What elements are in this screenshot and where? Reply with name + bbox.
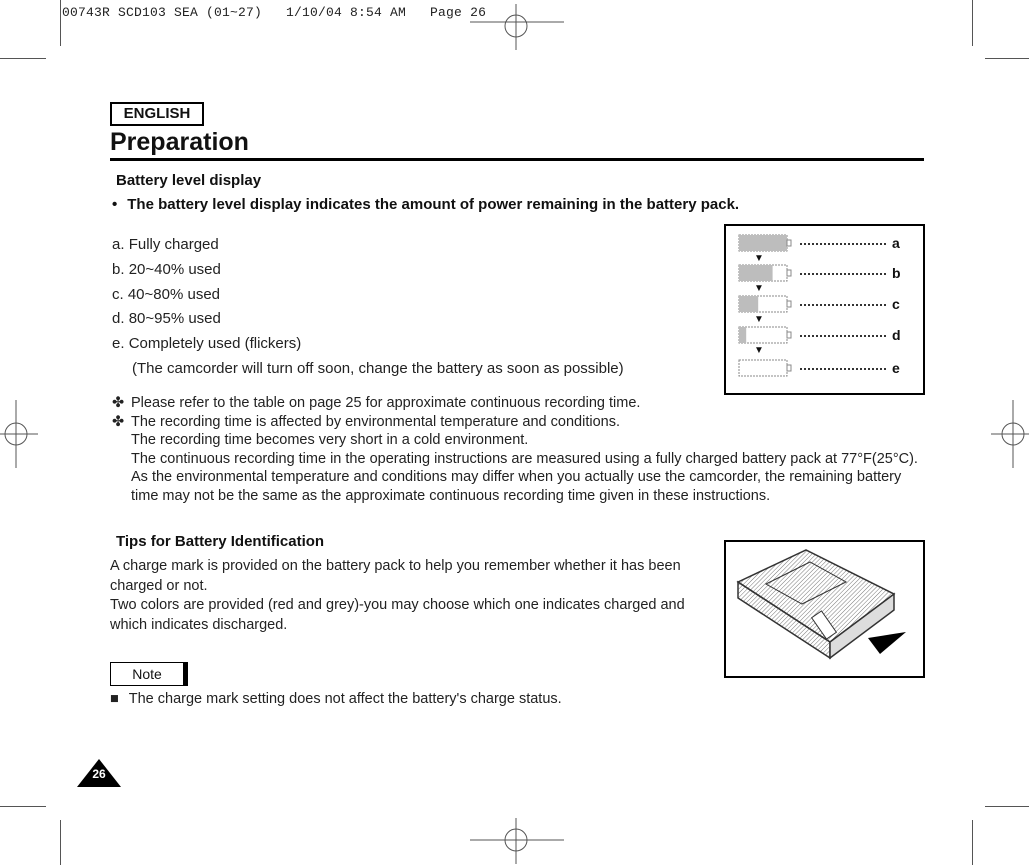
note-label: Note xyxy=(110,662,188,686)
list-item: e. Completely used (flickers) xyxy=(112,335,302,353)
battery-fill xyxy=(739,296,758,312)
battery-level-list xyxy=(112,233,624,382)
battery-notes: ✤ Please refer to the table on page 25 for approximate continuous recording time. ✤ The recording time is affected by environmental temperature and conditions. The recording time becomes very short in a cold environment. The continuous recording time in the operating instructions are measured using a fully charged battery pack at 77°F(25°C). As the environmental temperature and conditions may differ when you actually use the camcorder, the remaining battery time may not be the same as the approximate continuous recording time given in these instructions. xyxy=(112,395,918,504)
battery-lead xyxy=(112,196,739,213)
battery-fill xyxy=(739,327,746,343)
registration-mark-top xyxy=(470,0,566,56)
language-label: ENGLISH xyxy=(110,102,204,126)
square-bullet-icon: ■ xyxy=(110,691,119,707)
figure-letter: a xyxy=(892,235,900,251)
page-number: 26 xyxy=(92,767,106,781)
list-item: c. 40~80% used xyxy=(112,285,221,303)
leader-dots xyxy=(800,273,886,275)
tips-text: A charge mark is provided on the battery pack to help you remember whether it has been charged or not. Two colors are provided (red and grey)-you may choose which one indicates charged and which indicates discharged. xyxy=(110,558,685,633)
print-header: 00743R SCD103 SEA (01~27) 1/10/04 8:54 AM Page 26 xyxy=(62,5,487,20)
figure-letter: e xyxy=(892,360,900,376)
crop-mark xyxy=(60,820,61,865)
leader-dots xyxy=(800,335,886,337)
arrow-down-icon: ▼ xyxy=(754,314,764,325)
battery-icon xyxy=(738,234,794,252)
note-row: ✤ The recording time is affected by environmental temperature and conditions. xyxy=(112,413,620,430)
battery-level-row xyxy=(738,295,900,313)
battery-level-heading: Battery level display xyxy=(116,172,262,189)
list-item: d. 80~95% used xyxy=(112,310,221,328)
battery-pack-figure xyxy=(724,540,925,678)
list-item-sub: (The camcorder will turn off soon, change the battery as soon as possible) xyxy=(132,359,624,377)
figure-letter: d xyxy=(892,327,901,343)
registration-mark-bottom xyxy=(470,818,566,865)
arrow-down-icon: ▼ xyxy=(754,253,764,264)
registration-mark-left xyxy=(0,400,40,470)
title-divider xyxy=(110,158,924,161)
registration-mark-right xyxy=(989,400,1029,470)
list-item: a. Fully charged xyxy=(112,236,219,253)
battery-icon xyxy=(738,326,794,344)
leader-dots xyxy=(800,368,886,370)
crop-mark xyxy=(972,820,973,865)
crop-mark xyxy=(985,58,1029,59)
battery-level-row xyxy=(738,359,900,377)
battery-fill xyxy=(739,235,787,251)
clover-icon: ✤ xyxy=(112,395,125,411)
battery-fill xyxy=(739,265,773,281)
arrow-down-icon: ▼ xyxy=(754,345,764,356)
battery-level-row xyxy=(738,326,901,344)
crop-mark xyxy=(0,806,46,807)
list-item: b. 20~40% used xyxy=(112,260,221,278)
battery-lead-text: The battery level display indicates the amount of power remaining in the battery pack. xyxy=(127,196,740,213)
battery-level-row xyxy=(738,264,901,282)
crop-mark xyxy=(0,58,46,59)
note-text: ■ The charge mark setting does not affect the battery's charge status. xyxy=(110,691,562,707)
battery-pack-illustration xyxy=(726,542,923,676)
battery-level-figure xyxy=(724,224,925,395)
arrow-down-icon: ▼ xyxy=(754,283,764,294)
note-row: ✤ Please refer to the table on page 25 for approximate continuous recording time. xyxy=(112,395,641,411)
battery-level-row xyxy=(738,234,900,252)
leader-dots xyxy=(800,243,886,245)
tips-heading: Tips for Battery Identification xyxy=(116,533,325,550)
clover-icon: ✤ xyxy=(112,413,125,430)
crop-mark xyxy=(985,806,1029,807)
bullet-icon: • xyxy=(112,196,118,213)
crop-mark xyxy=(972,0,973,46)
figure-letter: c xyxy=(892,296,900,312)
figure-letter: b xyxy=(892,265,901,281)
battery-icon xyxy=(738,295,794,313)
arrow-pointer-icon xyxy=(868,632,906,654)
battery-icon xyxy=(738,359,794,377)
page-title: Preparation xyxy=(110,128,249,156)
crop-mark xyxy=(60,0,61,46)
leader-dots xyxy=(800,304,886,306)
battery-icon xyxy=(738,264,794,282)
